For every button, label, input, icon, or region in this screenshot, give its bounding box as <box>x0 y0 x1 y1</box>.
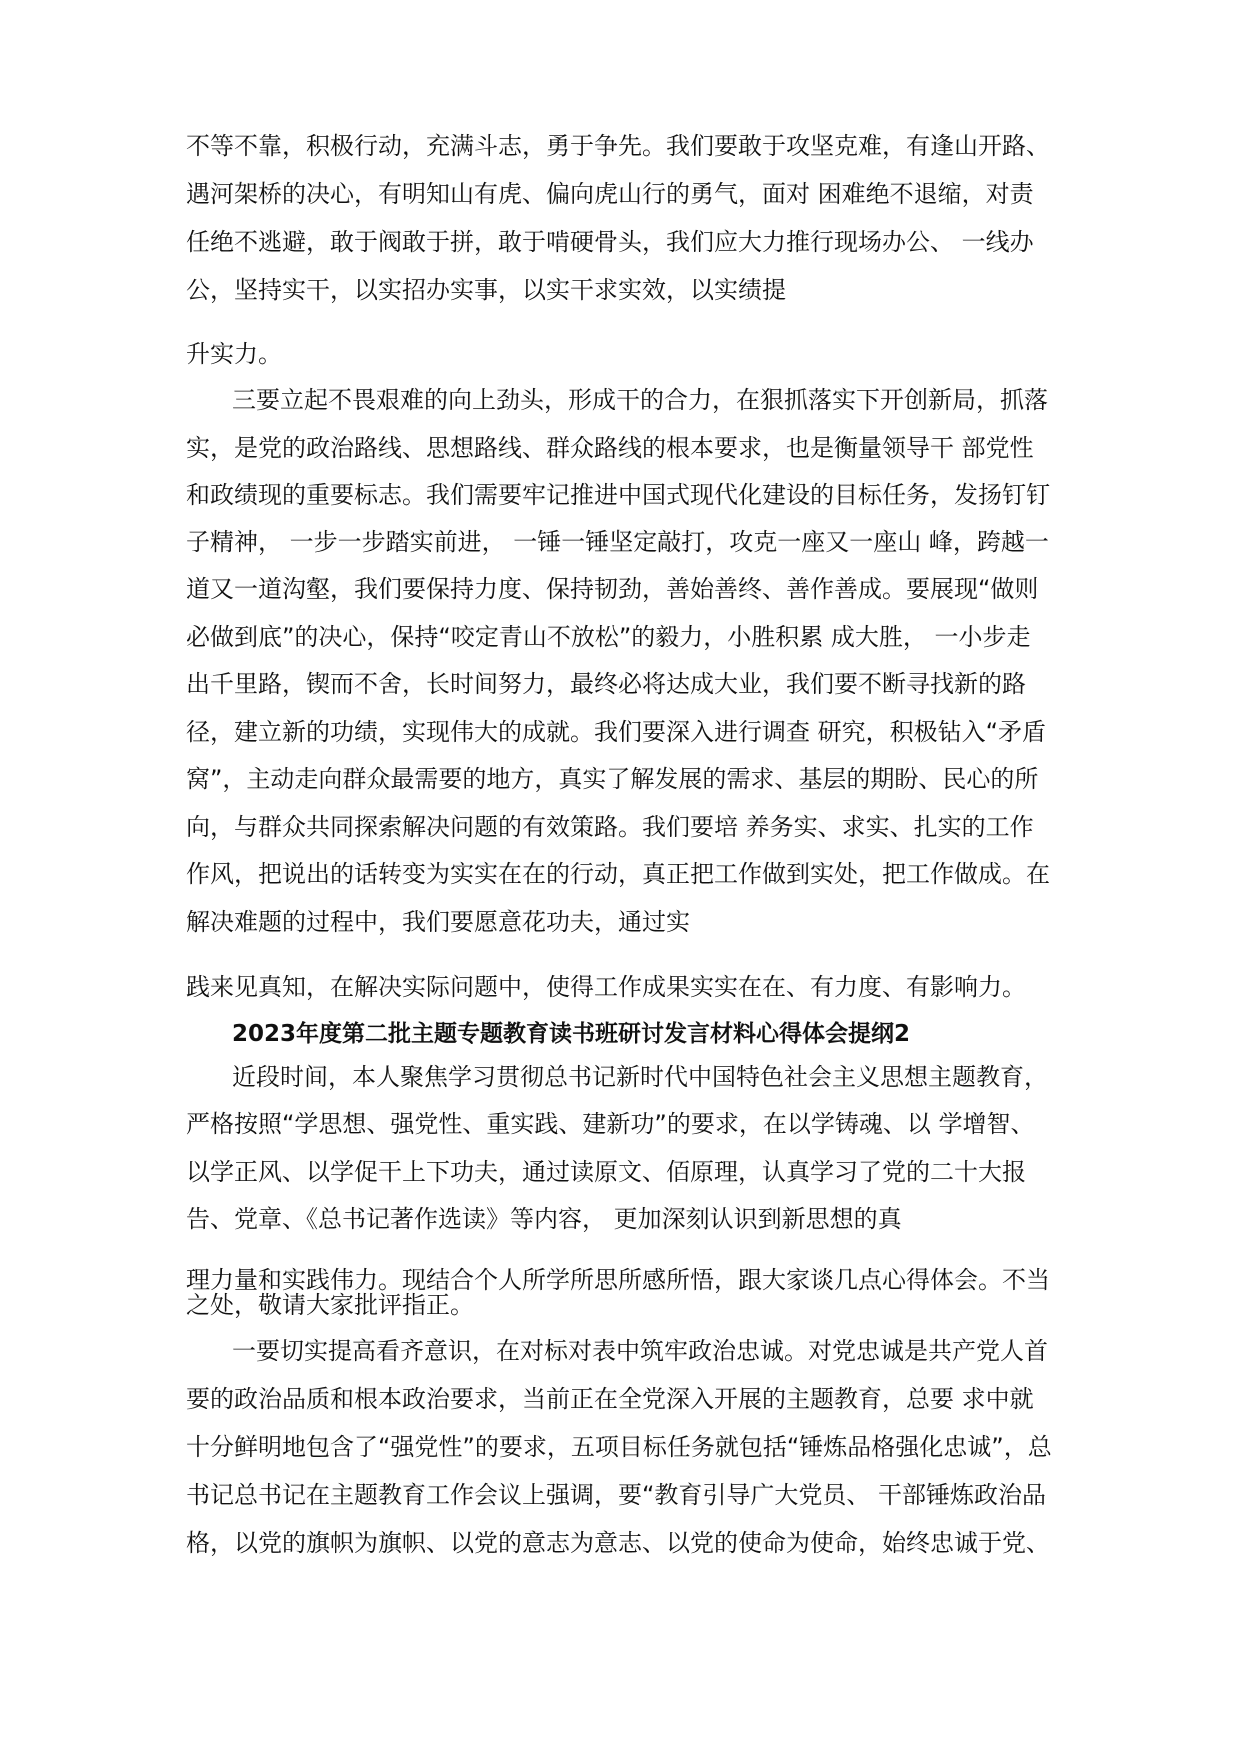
text-line: 理力量和实践伟力。现结合个人所学所思所感所悟，跟大家谈几点心得体会。不当 <box>186 1267 1050 1293</box>
text-line: 任绝不逃避，敢于阀敢于拼，敢于啃硬骨头，我们应大力推行现场办公、 一线办 <box>186 228 1034 256</box>
text-line: 出千里路，锲而不舍，长时间努力，最终必将达成大业，我们要不断寻找新的路 <box>186 670 1026 698</box>
text-line: 要的政治品质和根本政治要求，当前正在全党深入开展的主题教育，总要 求中就 <box>186 1385 1034 1413</box>
paragraph-first-line: 近段时间，本人聚焦学习贯彻总书记新时代中国特色社会主义思想主题教育， <box>232 1063 1048 1091</box>
text-line: 以学正风、以学促干上下功夫，通过读原文、佰原理，认真学习了党的二十大报 <box>186 1158 1026 1186</box>
text-line: 遇河架桥的决心，有明知山有虎、偏向虎山行的勇气，面对 困难绝不退缩，对责 <box>186 180 1034 208</box>
text-line: 作风，把说出的话转变为实实在在的行动，真正把工作做到实处，把工作做成。在 <box>186 860 1050 888</box>
text-line: 解决难题的过程中，我们要愿意花功夫，通过实 <box>186 908 690 936</box>
text-line: 实，是党的政治路线、思想路线、群众路线的根本要求，也是衡量领导干 部党性 <box>186 434 1034 462</box>
text-line: 必做到底”的决心，保持“咬定青山不放松”的毅力，小胜积累 成大胜， 一小步走 <box>186 623 1031 651</box>
section-heading: 2023年度第二批主题专题教育读书班研讨发言材料心得体会提纲2 <box>232 1021 911 1047</box>
text-line: 告、党章、《总书记著作选读》等内容， 更加深刻认识到新思想的真 <box>186 1205 902 1233</box>
text-line: 严格按照“学思想、强党性、重实践、建新功”的要求，在以学铸魂、以 学增智、 <box>186 1110 1035 1138</box>
text-line: 公，坚持实干，以实招办实事，以实干求实效，以实绩提 <box>186 276 786 304</box>
text-line: 道又一道沟壑，我们要保持力度、保持韧劲，善始善终、善作善成。要展现“做则 <box>186 575 1039 603</box>
text-line: 十分鲜明地包含了“强党性”的要求，五项目标任务就包括“锤炼品格强化忠诚”，总 <box>186 1433 1052 1461</box>
text-line: 径，建立新的功绩，实现伟大的成就。我们要深入进行调查 研究，积极钻入“矛盾 <box>186 718 1047 746</box>
text-line: 格，以党的旗帜为旗帜、以党的意志为意志、以党的使命为使命，始终忠诚于党、 <box>186 1529 1050 1557</box>
text-line: 和政绩现的重要标志。我们需要牢记推进中国式现代化建设的目标任务，发扬钉钉 <box>186 481 1050 509</box>
paragraph-first-line: 三要立起不畏艰难的向上劲头，形成干的合力，在狠抓落实下开创新局，抓落 <box>232 386 1048 414</box>
text-line: 窝”，主动走向群众最需要的地方，真实了解发展的需求、基层的期盼、民心的所 <box>186 765 1039 793</box>
paragraph-first-line: 一要切实提高看齐意识，在对标对表中筑牢政治忠诚。对党忠诚是共产党人首 <box>232 1337 1048 1365</box>
text-line: 向，与群众共同探索解决问题的有效策路。我们要培 养务实、求实、扎实的工作 <box>186 813 1034 841</box>
text-line: 之处，敬请大家批评指正。 <box>186 1292 474 1318</box>
text-line: 书记总书记在主题教育工作会议上强调，要“教育引导广大党员、 干部锤炼政治品 <box>186 1481 1047 1509</box>
text-line: 升实力。 <box>186 340 282 368</box>
text-line: 践来见真知，在解决实际问题中，使得工作成果实实在在、有力度、有影响力。 <box>186 973 1026 1001</box>
text-line: 不等不靠，积极行动，充满斗志，勇于争先。我们要敢于攻坚克难，有逢山开路、 <box>186 132 1050 160</box>
text-line: 子精神， 一步一步踏实前进， 一锤一锤坚定敲打，攻克一座又一座山 峰，跨越一 <box>186 528 1049 556</box>
